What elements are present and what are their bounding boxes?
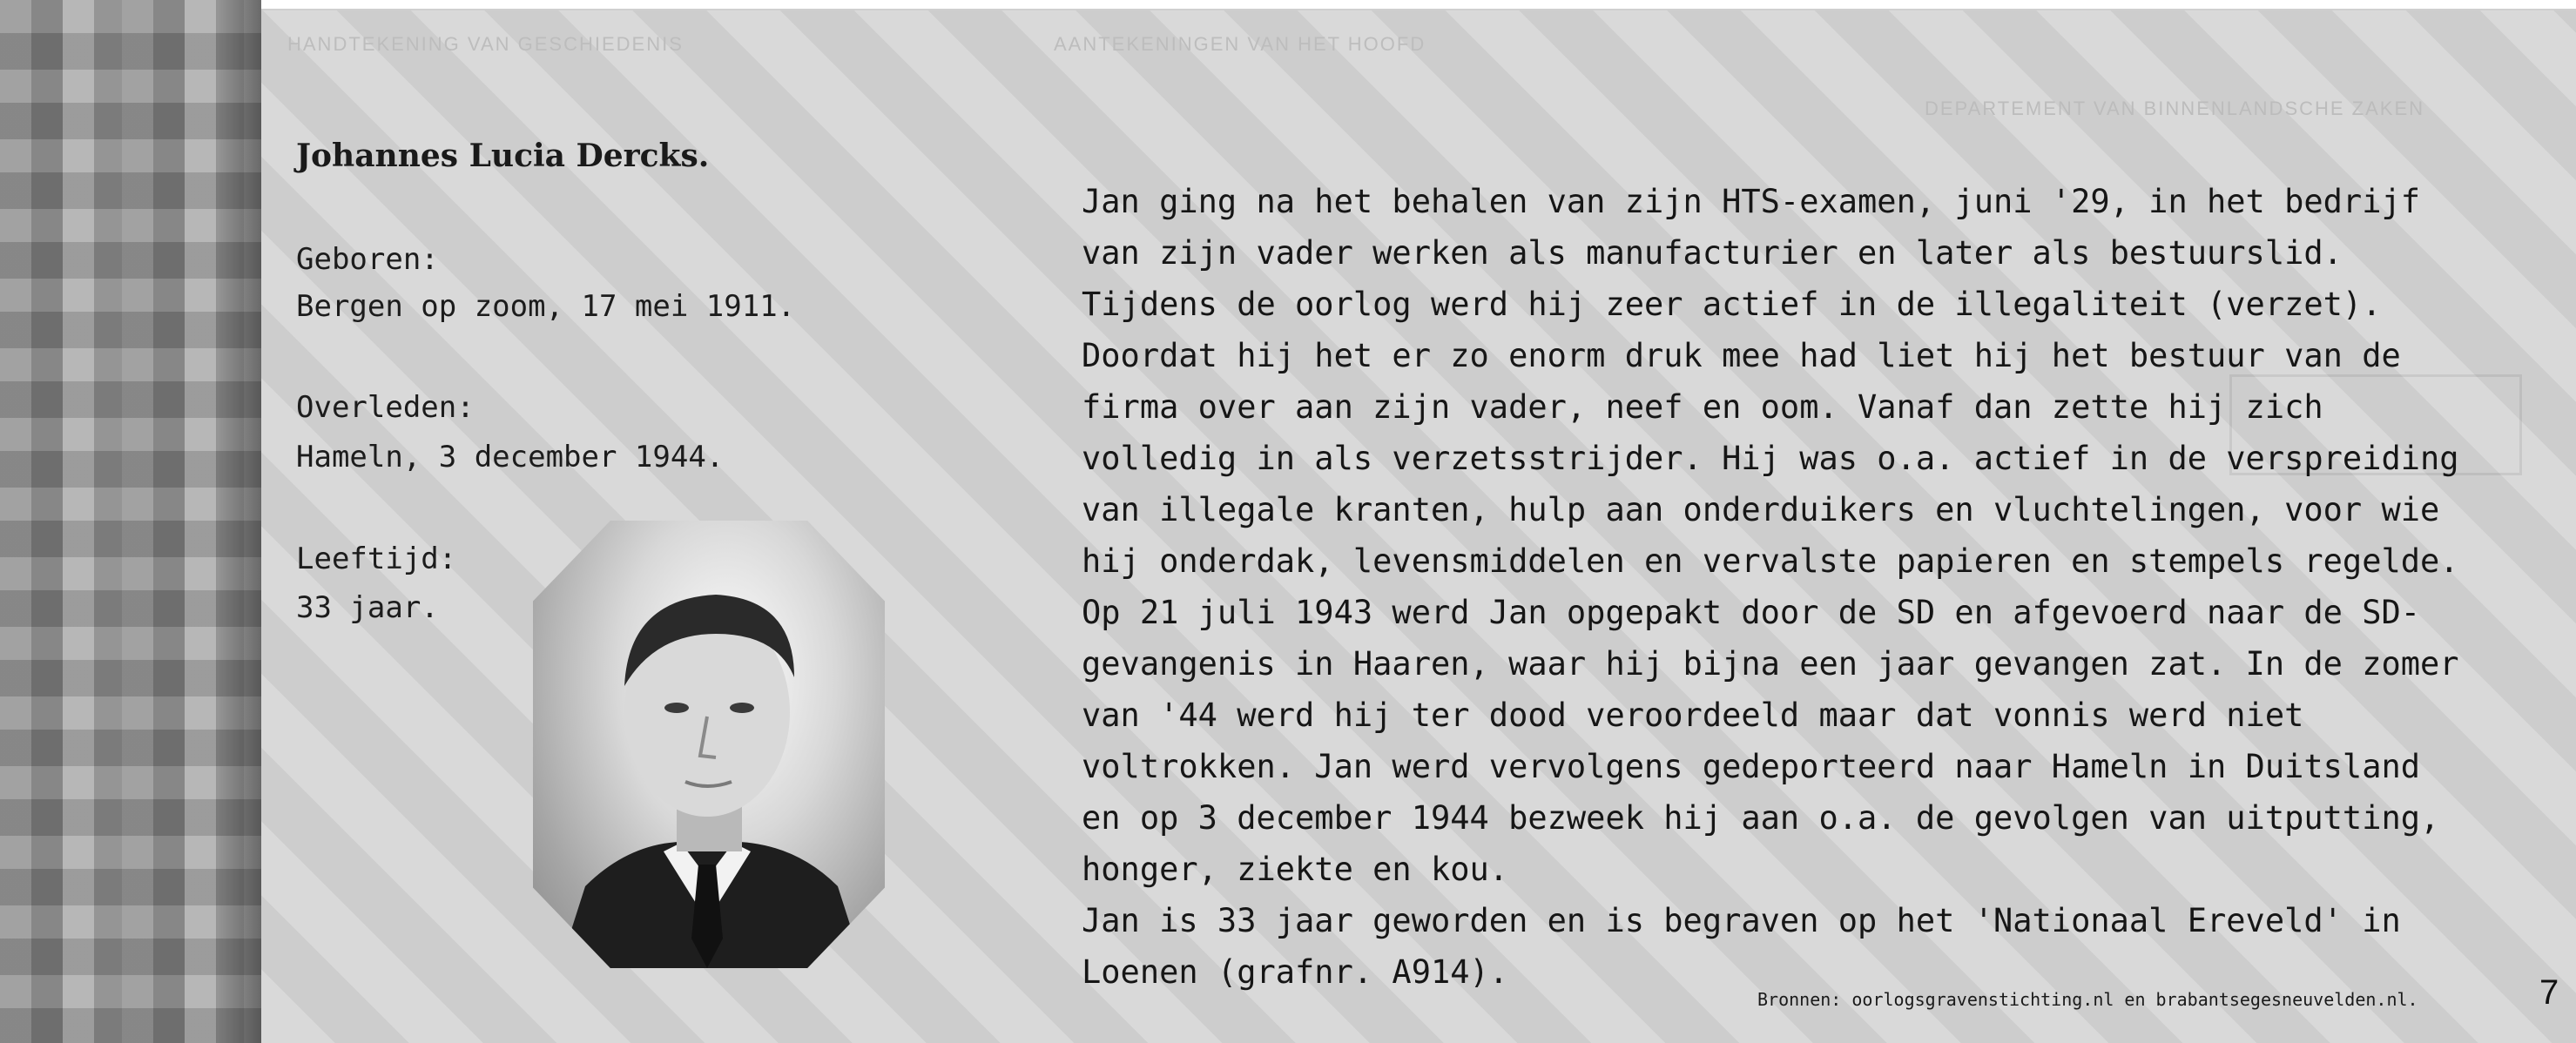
sources-footnote: Bronnen: oorlogsgravenstichting.nl en brabantsegesneuvelden.nl.: [1757, 989, 2418, 1010]
biography-line: van '44 werd hij ter dood veroordeeld maar dat vonnis werd niet: [1082, 696, 2304, 734]
biography-line: van zijn vader werken als manufacturier en later als bestuurslid.: [1082, 234, 2343, 272]
portrait-silhouette-icon: [533, 521, 885, 968]
biography-line: Jan ging na het behalen van zijn HTS-examen, juni '29, in het bedrijf: [1082, 183, 2421, 220]
page-number: 7: [2539, 973, 2559, 1012]
biography-line: firma over aan zijn vader, neef en oom. Vanaf dan zette hij zich: [1082, 388, 2323, 426]
age-value: 33 jaar.: [296, 590, 439, 625]
faint-department-text: DEPARTEMENT VAN BINNENLANDSCHE ZAKEN: [1925, 98, 2425, 119]
biography-line: volledig in als verzetsstrijder. Hij was o.a. actief in de verspreiding: [1082, 440, 2459, 477]
died-label: Overleden:: [296, 390, 475, 425]
biography-line: Doordat hij het er zo enorm druk mee had liet hij het bestuur van de: [1082, 337, 2401, 374]
biography-line: honger, ziekte en kou.: [1082, 851, 1509, 888]
born-value: Bergen op zoom, 17 mei 1911.: [296, 289, 796, 324]
died-value: Hameln, 3 december 1944.: [296, 440, 725, 474]
biography-line: hij onderdak, levensmiddelen en vervalste papieren en stempels regelde.: [1082, 542, 2459, 580]
biography-line: Loenen (grafnr. A914).: [1082, 953, 1509, 991]
biography-line: Op 21 juli 1943 werd Jan opgepakt door de SD en afgevoerd naar de SD-: [1082, 594, 2421, 631]
biography-line: voltrokken. Jan werd vervolgens gedeporteerd naar Hameln in Duitsland: [1082, 748, 2421, 785]
faint-header-left: HANDTEKENING VAN GESCHIEDENIS: [287, 33, 684, 55]
age-label: Leeftijd:: [296, 542, 457, 576]
portrait-collage-strip: [0, 0, 261, 1043]
person-name: Johannes Lucia Dercks.: [296, 138, 710, 174]
faint-header-right: AANTEKENINGEN VAN HET HOOFD: [1054, 33, 1426, 55]
biography-line: Jan is 33 jaar geworden en is begraven op het 'Nationaal Ereveld' in: [1082, 902, 2401, 939]
biography-line: en op 3 december 1944 bezweek hij aan o.a. de gevolgen van uitputting,: [1082, 799, 2440, 837]
biography-line: Tijdens de oorlog werd hij zeer actief in de illegaliteit (verzet).: [1082, 286, 2382, 323]
biography-line: gevangenis in Haaren, waar hij bijna een jaar gevangen zat. In de zomer: [1082, 645, 2459, 683]
portrait-photo: [533, 521, 885, 968]
biography-text: [1082, 176, 2510, 998]
born-label: Geboren:: [296, 242, 439, 277]
biography-line: van illegale kranten, hulp aan onderduikers en vluchtelingen, voor wie: [1082, 491, 2440, 528]
